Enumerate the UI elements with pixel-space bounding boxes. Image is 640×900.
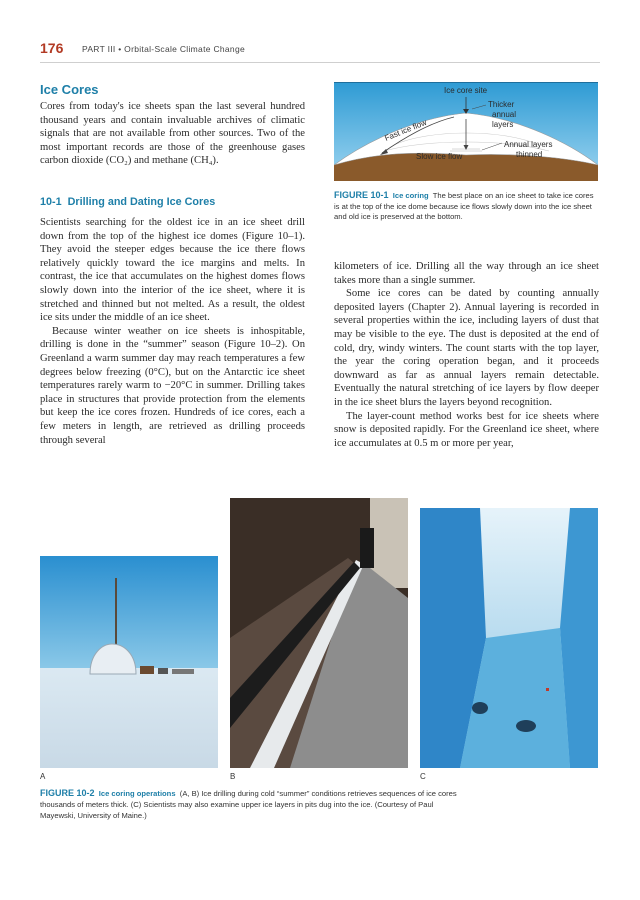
body-paragraph: Some ice cores can be dated by counting annually deposited layers (Chapter 2). Annual layering is recorded in several properties within the ice, including layers of dust that may be visible to the eye. The dust is deposited at the end of cold, dry, windy winters. The count starts with the top layer, the year the coring operation began, and it proceeds downward as far as annual layers remain detectable. Eventually the natural stretching of ice layers by flow deeper in the ice sheet blurs the layers beyond recognition. — [334, 288, 599, 408]
photo-b-image — [230, 498, 408, 768]
snow-field — [40, 668, 218, 768]
pit-equipment — [516, 720, 536, 732]
label-thicker: Thicker — [488, 100, 515, 109]
label-layers: layers — [492, 120, 514, 129]
panel-tag-a: A — [40, 772, 46, 781]
photo-a-image — [40, 556, 218, 768]
caption-text: (A, B) Ice drilling during cold “summer” conditions retrieves sequences of ice cores thousands of meters thick. (C) Scientists may also examine upper ice layers in pits dug into the ice. (Courtesy of Paul Mayewski, University of Maine.) — [40, 789, 457, 820]
header-rule — [40, 62, 600, 63]
caption-title: Ice coring — [392, 191, 429, 200]
figure-10-2-caption — [40, 788, 460, 821]
subsection-number: 10-1 — [40, 196, 62, 208]
label-slow-ice-flow: Slow ice flow — [416, 152, 463, 161]
person-silhouette — [360, 528, 374, 568]
panel-tag-b: B — [230, 772, 236, 781]
intro-paragraph — [40, 100, 305, 168]
caption-label: FIGURE 10-1 — [334, 190, 389, 200]
section-title: Ice Cores — [40, 82, 99, 97]
panel-tag-c: C — [420, 772, 426, 781]
subsection-title: Drilling and Dating Ice Cores — [67, 196, 216, 208]
station-building — [158, 668, 168, 674]
pit-marker — [546, 688, 549, 691]
running-head: PART III • Orbital-Scale Climate Change — [82, 44, 246, 54]
label-thinned: thinned — [516, 150, 543, 159]
body-paragraph: kilometers of ice. Drilling all the way through an ice sheet takes more than a single summer. — [334, 261, 599, 286]
caption-title: Ice coring operations — [98, 789, 176, 798]
station-building — [172, 669, 194, 674]
left-column — [40, 216, 305, 447]
intro-text: Cores from today's ice sheets span the last several hundred thousand years and contain invaluable archives of climatic signals that are not available from other sources. Two of the most important records are those of the greenhouse gases carbon dioxide (CO₂) and methane (CH₄). — [40, 101, 305, 167]
page-number: 176 — [40, 40, 64, 56]
thicker-leader — [472, 105, 486, 109]
photo-b-core-trench — [230, 498, 408, 768]
body-paragraph: Scientists searching for the oldest ice in an ice sheet drill down from the top of the highest ice domes (Figure 10–1). They avoid the steeper edges because the ice there flows relatively quickly toward the ice margins and melts. In contrast, the ice that accumulates on the highest domes flows slowly down into the interior of the ice sheet, where it is stretched and thinned but not melted. As a result, the oldest ice sits under the middle of an ice sheet. — [40, 217, 305, 324]
figure-10-1-diagram — [334, 82, 598, 181]
label-ice-core-site: Ice core site — [444, 86, 488, 95]
photo-a-drill-dome — [40, 556, 218, 768]
label-fast-ice-flow: Fast ice flow — [383, 117, 428, 143]
photo-c-snow-pit — [420, 508, 598, 768]
right-column — [334, 260, 599, 450]
caption-label: FIGURE 10-2 — [40, 788, 95, 798]
ice-sheet-diagram — [334, 83, 598, 181]
body-paragraph: Because winter weather on ice sheets is inhospitable, drilling is done in the “summer” season (Figure 10–2). On Greenland a warm summer day may reach temperatures a few degrees below freezing (0°C), but on the Antarctic ice sheet temperatures rarely warm to −20°C in summer. Drilling takes place in structures that provide protection from the elements but keep the ice cores frozen. Hundreds of ice cores, each a few meters in length, are retrieved as drilling proceeds through several — [40, 325, 305, 446]
subsection-heading — [40, 196, 215, 208]
body-paragraph: The layer-count method works best for ice sheets where snow is deposited rapidly. For the Greenland ice sheet, where ice accumulates at 0.5 m or more per year, — [334, 410, 599, 449]
station-building — [140, 666, 154, 674]
caption-text: The best place on an ice sheet to take ice cores is at the top of the ice dome because ice flows slowly down into the ice sheet and old ice is preserved at the bottom. — [334, 191, 594, 222]
label-annual: annual — [492, 110, 517, 119]
label-annual-layers: Annual layers — [504, 140, 553, 149]
figure-10-1-caption — [334, 190, 599, 223]
photo-c-image — [420, 508, 598, 768]
pit-equipment — [472, 702, 488, 714]
